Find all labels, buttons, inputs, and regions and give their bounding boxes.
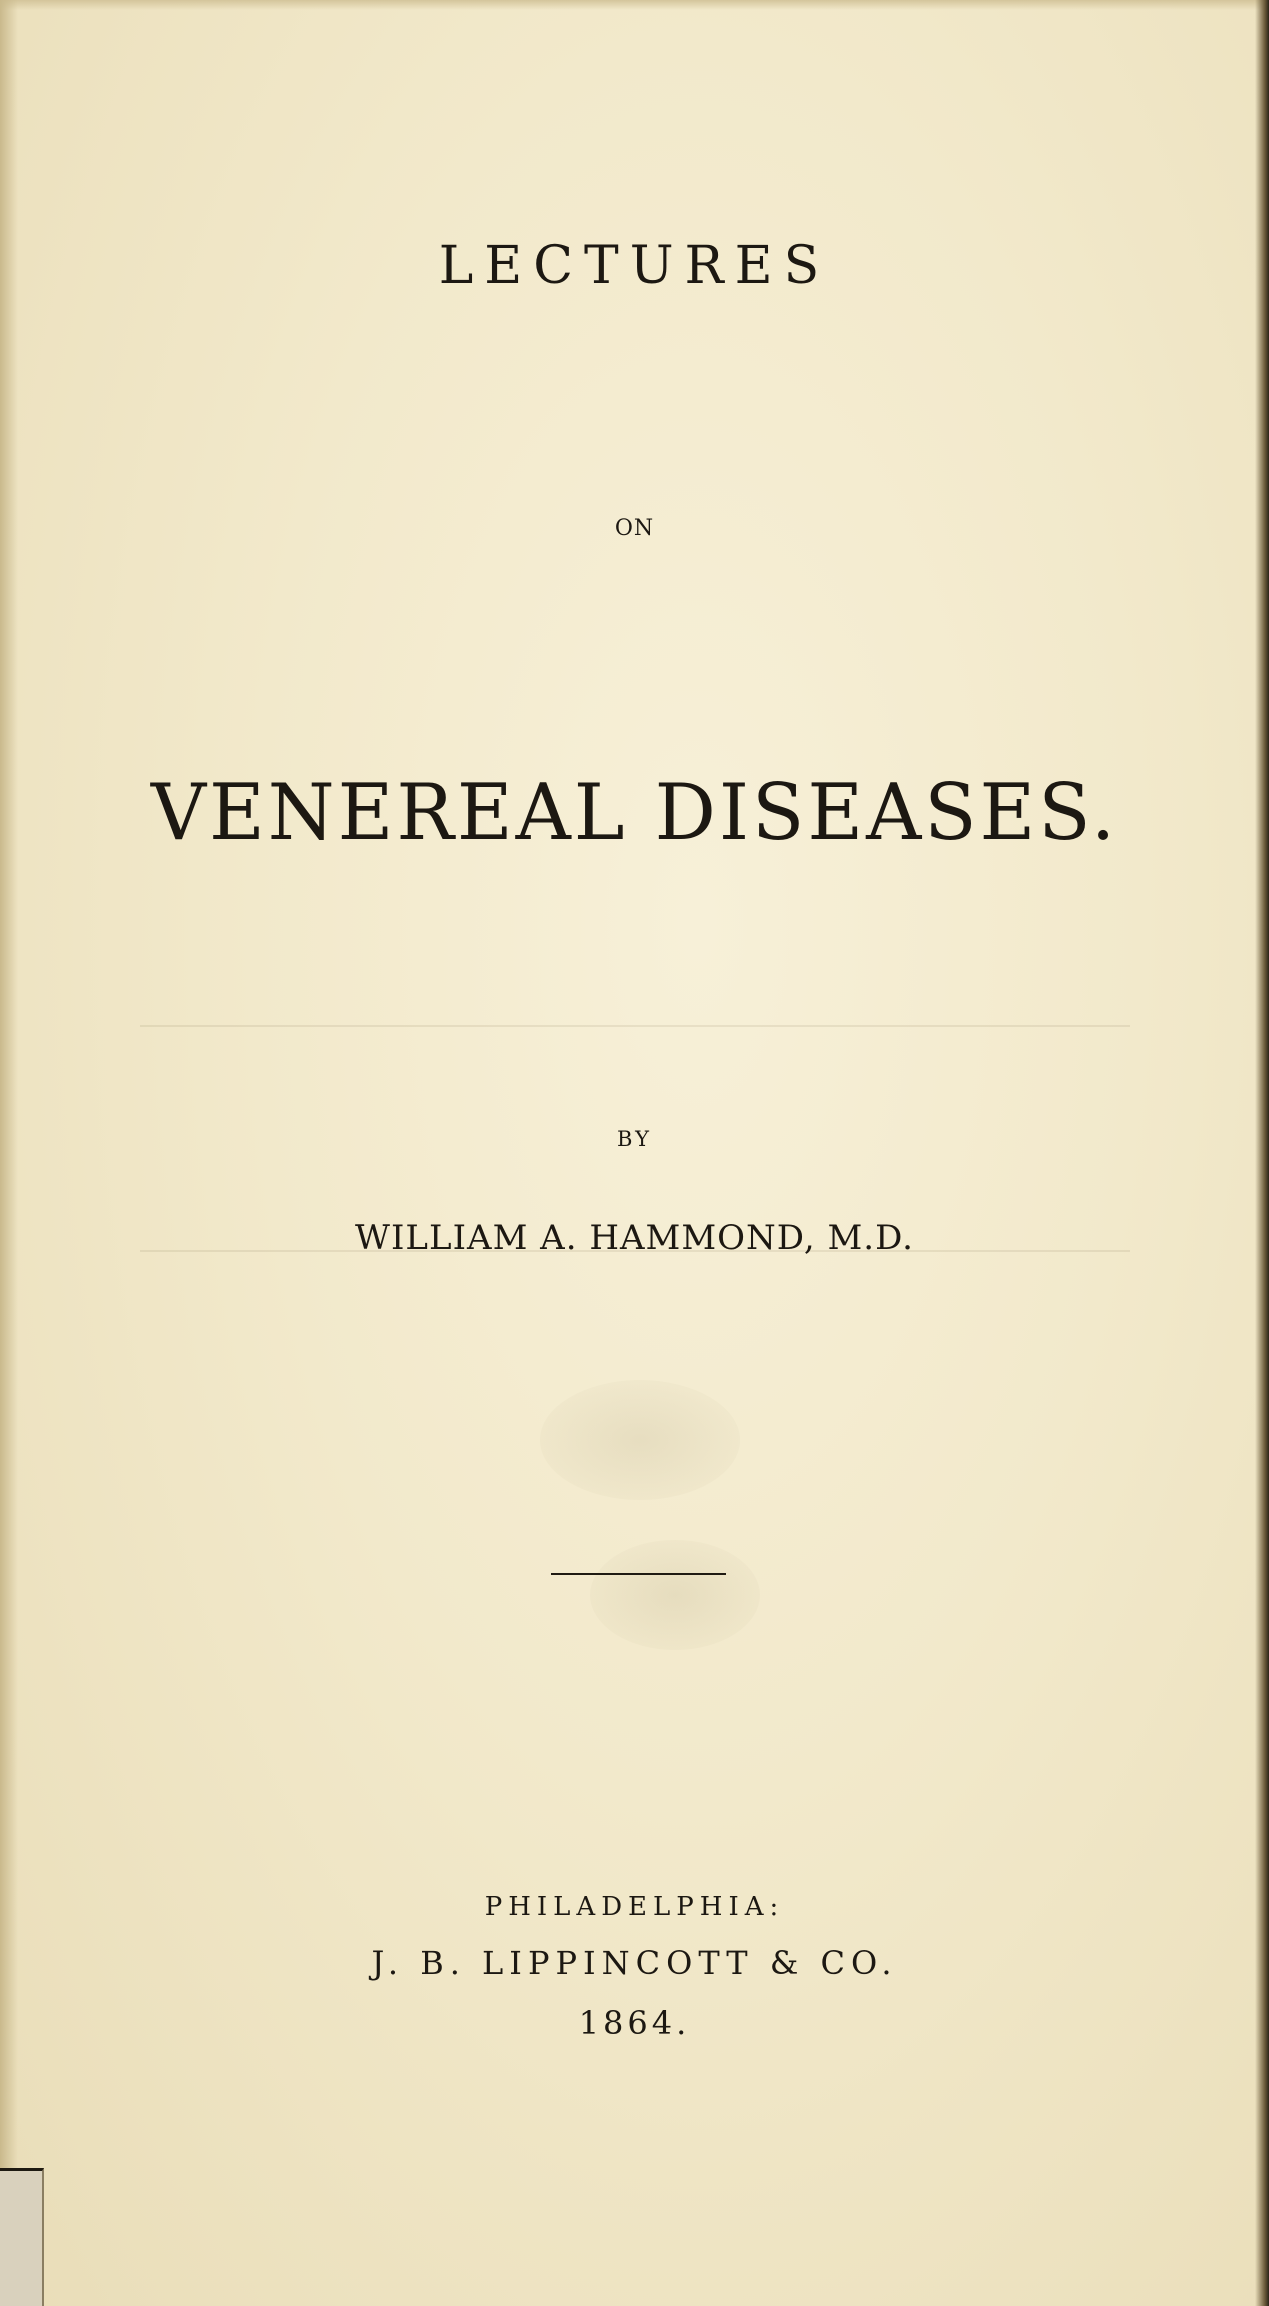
- bleed-rule-top: [140, 1025, 1130, 1027]
- divider-rule: [551, 1573, 726, 1575]
- title-connector: ON: [614, 516, 655, 541]
- paper-stain: [540, 1380, 740, 1500]
- title-heading: LECTURES: [438, 236, 831, 296]
- author-name: WILLIAM A. HAMMOND, M.D.: [355, 1218, 914, 1258]
- imprint-publisher: J. B. LIPPINCOTT & CO.: [371, 1944, 898, 1982]
- paper-stain: [590, 1540, 760, 1650]
- imprint-year: 1864.: [578, 2004, 691, 2042]
- imprint-place: PHILADELPHIA:: [484, 1892, 785, 1922]
- binding-tab: [0, 2168, 44, 2306]
- by-line: BY: [617, 1127, 652, 1151]
- paper-edge-top: [0, 0, 1269, 10]
- main-title: VENEREAL DISEASES.: [150, 768, 1119, 858]
